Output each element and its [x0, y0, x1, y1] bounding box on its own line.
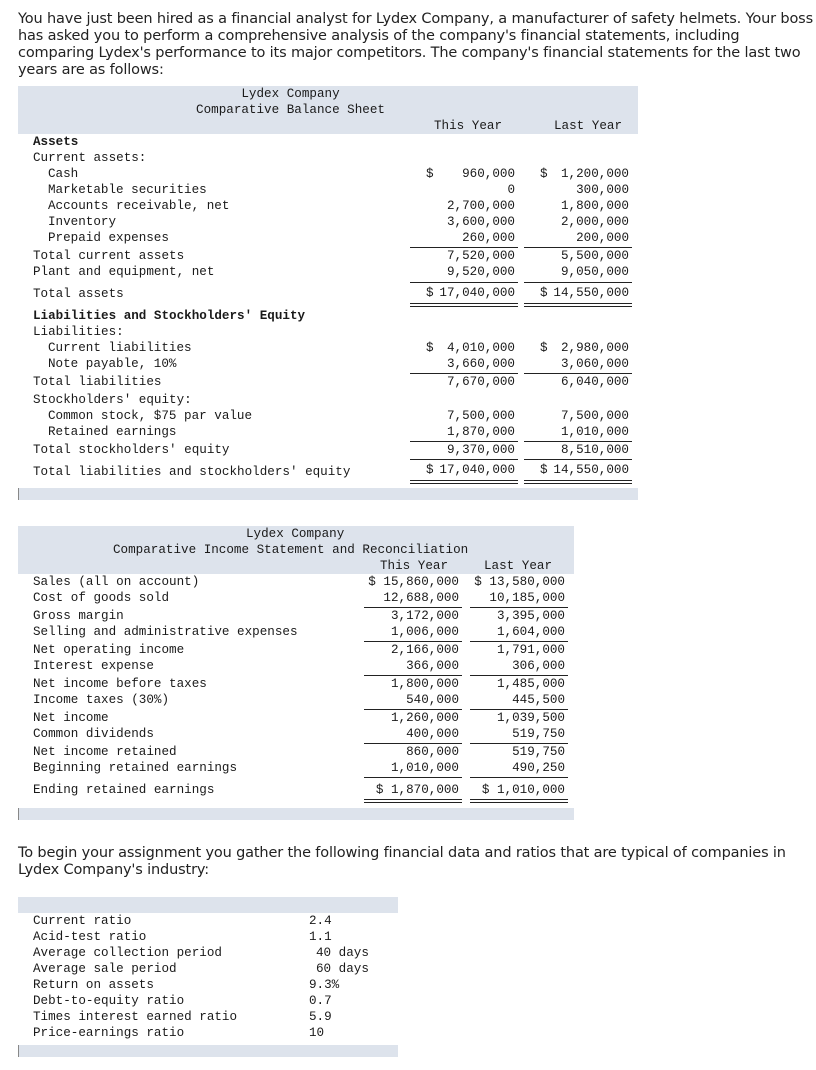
is-row-label: Net operating income [33, 643, 185, 657]
rule [364, 607, 462, 608]
prepaid-this: 260,000 [462, 231, 515, 245]
ratio-label: Price-earnings ratio [33, 1026, 185, 1040]
total-assets-last: 14,550,000 [553, 286, 629, 300]
is-row-label: Interest expense [33, 659, 154, 673]
is-row-last: 445,500 [512, 693, 565, 707]
ratio-value: 2.4 [309, 914, 332, 928]
common-stock-last: 7,500,000 [560, 409, 629, 423]
total-assets-this: 17,040,000 [439, 286, 515, 300]
liab-equity-heading: Liabilities and Stockholders' Equity [33, 309, 306, 323]
is-row-this: 860,000 [406, 745, 459, 759]
is-row-this: 12,688,000 [383, 591, 459, 605]
rule [410, 459, 518, 460]
is-row-this: $ 1,870,000 [375, 783, 459, 797]
retained-label: Retained earnings [48, 425, 177, 439]
balance-sheet-header [18, 86, 638, 134]
is-row-this: 1,006,000 [390, 625, 459, 639]
income-statement-header [18, 526, 574, 574]
total-current-label: Total current assets [33, 249, 185, 263]
is-row-last: 306,000 [512, 659, 565, 673]
is-row-this: 2,166,000 [390, 643, 459, 657]
is-row-this: 366,000 [406, 659, 459, 673]
retained-this: 1,870,000 [446, 425, 515, 439]
is-row-this: 1,260,000 [390, 711, 459, 725]
double-rule [410, 303, 518, 307]
current-liab-label: Current liabilities [48, 341, 192, 355]
total-liab-last: 6,040,000 [560, 375, 629, 389]
ratio-value: 1.1 [309, 930, 332, 944]
current-assets-heading: Current assets: [33, 151, 147, 165]
retained-last: 1,010,000 [560, 425, 629, 439]
is-row-last: 519,750 [512, 727, 565, 741]
is-row-label: Selling and administrative expenses [33, 625, 298, 639]
ratio-value: 40 days [316, 946, 369, 960]
ratio-value: 9.3% [309, 978, 340, 992]
note-payable-label: Note payable, 10% [48, 357, 177, 371]
cash-this-dollar: $ [426, 167, 434, 181]
rule [364, 709, 462, 710]
ratio-label: Return on assets [33, 978, 154, 992]
marketable-label: Marketable securities [48, 183, 207, 197]
total-le-label: Total liabilities and stockholders' equity [33, 465, 351, 479]
assets-heading: Assets [33, 135, 79, 149]
ratio-label: Current ratio [33, 914, 132, 928]
ratio-label: Times interest earned ratio [33, 1010, 238, 1024]
industry-ratios [18, 897, 398, 1059]
income-statement-title: Comparative Income Statement and Reconciliation [113, 543, 469, 557]
plant-this: 9,520,000 [446, 265, 515, 279]
note-payable-last: 3,060,000 [560, 357, 629, 371]
is-row-label: Beginning retained earnings [33, 761, 238, 775]
plant-label: Plant and equipment, net [33, 265, 215, 279]
is-row-label: Gross margin [33, 609, 124, 623]
is-row-last: $ 13,580,000 [474, 575, 565, 589]
rule [364, 743, 462, 744]
is-row-last: 1,791,000 [496, 643, 565, 657]
is-row-last: $ 1,010,000 [481, 783, 565, 797]
receivable-this: 2,700,000 [446, 199, 515, 213]
is-row-last: 519,750 [512, 745, 565, 759]
ratios-footer [18, 1045, 398, 1057]
total-le-this-dollar: $ [426, 463, 434, 477]
total-equity-last: 8,510,000 [560, 443, 629, 457]
double-rule [524, 480, 632, 484]
rule [470, 777, 568, 778]
ratio-label: Acid-test ratio [33, 930, 147, 944]
cash-this: 960,000 [462, 167, 515, 181]
equity-heading: Stockholders' equity: [33, 393, 192, 407]
note-payable-this: 3,660,000 [446, 357, 515, 371]
total-le-last-dollar: $ [540, 463, 548, 477]
cash-label: Cash [48, 167, 79, 181]
is-row-this: 400,000 [406, 727, 459, 741]
rule [470, 641, 568, 642]
total-assets-label: Total assets [33, 287, 124, 301]
income-statement [18, 526, 574, 822]
is-row-label: Ending retained earnings [33, 783, 215, 797]
is-row-label: Net income before taxes [33, 677, 207, 691]
intro-paragraph: You have just been hired as a financial analyst for Lydex Company, a manufacturer of safety helmets. Your boss has asked you to perform a comprehensive analysis of the company's financial statements, including comparing Lydex's performance to its major competitors. The company's financial statements for the last two years are as follows: [18, 11, 813, 78]
rule [470, 709, 568, 710]
rule [410, 282, 518, 283]
double-rule [524, 303, 632, 307]
total-equity-label: Total stockholders' equity [33, 443, 230, 457]
income-statement-footer [18, 808, 574, 820]
rule [364, 675, 462, 676]
liabilities-heading: Liabilities: [33, 325, 124, 339]
current-liab-this: 4,010,000 [446, 341, 515, 355]
double-rule [364, 799, 462, 803]
is-col-last-year: Last Year [484, 559, 553, 573]
ratio-value: 5.9 [309, 1010, 332, 1024]
total-le-last: 14,550,000 [553, 463, 629, 477]
industry-intro-paragraph: To begin your assignment you gather the following financial data and ratios that are typical of companies in Lydex Company's industry: [18, 845, 786, 878]
balance-sheet-footer [18, 488, 638, 500]
ratio-label: Average collection period [33, 946, 222, 960]
common-stock-this: 7,500,000 [446, 409, 515, 423]
total-liab-label: Total liabilities [33, 375, 162, 389]
is-row-this: 3,172,000 [390, 609, 459, 623]
col-this-year: This Year [433, 119, 503, 133]
current-liab-this-dollar: $ [426, 341, 434, 355]
common-stock-label: Common stock, $75 par value [48, 409, 253, 423]
balance-sheet-company: Lydex Company [241, 87, 340, 101]
double-rule [410, 480, 518, 484]
is-row-this: 1,800,000 [390, 677, 459, 691]
ratios-header [18, 897, 398, 913]
ratio-value: 0.7 [309, 994, 332, 1008]
current-liab-last: 2,980,000 [560, 341, 629, 355]
total-current-last: 5,500,000 [560, 249, 629, 263]
is-row-last: 10,185,000 [489, 591, 565, 605]
total-assets-last-dollar: $ [540, 286, 548, 300]
rule [524, 282, 632, 283]
is-row-last: 490,250 [512, 761, 565, 775]
total-current-this: 7,520,000 [446, 249, 515, 263]
inventory-last: 2,000,000 [560, 215, 629, 229]
rule [524, 459, 632, 460]
rule [364, 641, 462, 642]
inventory-this: 3,600,000 [446, 215, 515, 229]
is-row-label: Common dividends [33, 727, 154, 741]
plant-last: 9,050,000 [560, 265, 629, 279]
rule [364, 777, 462, 778]
receivable-label: Accounts receivable, net [48, 199, 230, 213]
ratio-value: 60 days [316, 962, 369, 976]
is-row-label: Income taxes (30%) [33, 693, 170, 707]
is-row-label: Net income retained [33, 745, 177, 759]
balance-sheet [18, 86, 638, 502]
is-row-this: 540,000 [406, 693, 459, 707]
prepaid-label: Prepaid expenses [48, 231, 169, 245]
inventory-label: Inventory [48, 215, 117, 229]
double-rule [470, 799, 568, 803]
cash-last-dollar: $ [540, 167, 548, 181]
is-row-last: 1,039,500 [496, 711, 565, 725]
receivable-last: 1,800,000 [560, 199, 629, 213]
is-row-last: 1,604,000 [496, 625, 565, 639]
is-row-this: $ 15,860,000 [368, 575, 459, 589]
income-statement-company: Lydex Company [246, 527, 345, 541]
total-le-this: 17,040,000 [439, 463, 515, 477]
is-col-this-year: This Year [380, 559, 449, 573]
is-row-last: 1,485,000 [496, 677, 565, 691]
ratio-label: Debt-to-equity ratio [33, 994, 185, 1008]
ratio-value: 10 [309, 1026, 325, 1040]
col-last-year: Last Year [553, 119, 623, 133]
prepaid-last: 200,000 [576, 231, 629, 245]
is-row-label: Cost of goods sold [33, 591, 170, 605]
is-row-last: 3,395,000 [496, 609, 565, 623]
marketable-last: 300,000 [576, 183, 629, 197]
total-liab-this: 7,670,000 [446, 375, 515, 389]
rule [470, 675, 568, 676]
is-row-this: 1,010,000 [390, 761, 459, 775]
rule [470, 607, 568, 608]
rule [470, 743, 568, 744]
current-liab-last-dollar: $ [540, 341, 548, 355]
balance-sheet-title: Comparative Balance Sheet [196, 103, 385, 117]
marketable-this: 0 [507, 183, 515, 197]
total-equity-this: 9,370,000 [446, 443, 515, 457]
is-row-label: Sales (all on account) [33, 575, 200, 589]
is-row-label: Net income [33, 711, 109, 725]
ratio-label: Average sale period [33, 962, 177, 976]
total-assets-this-dollar: $ [426, 286, 434, 300]
cash-last: 1,200,000 [560, 167, 629, 181]
